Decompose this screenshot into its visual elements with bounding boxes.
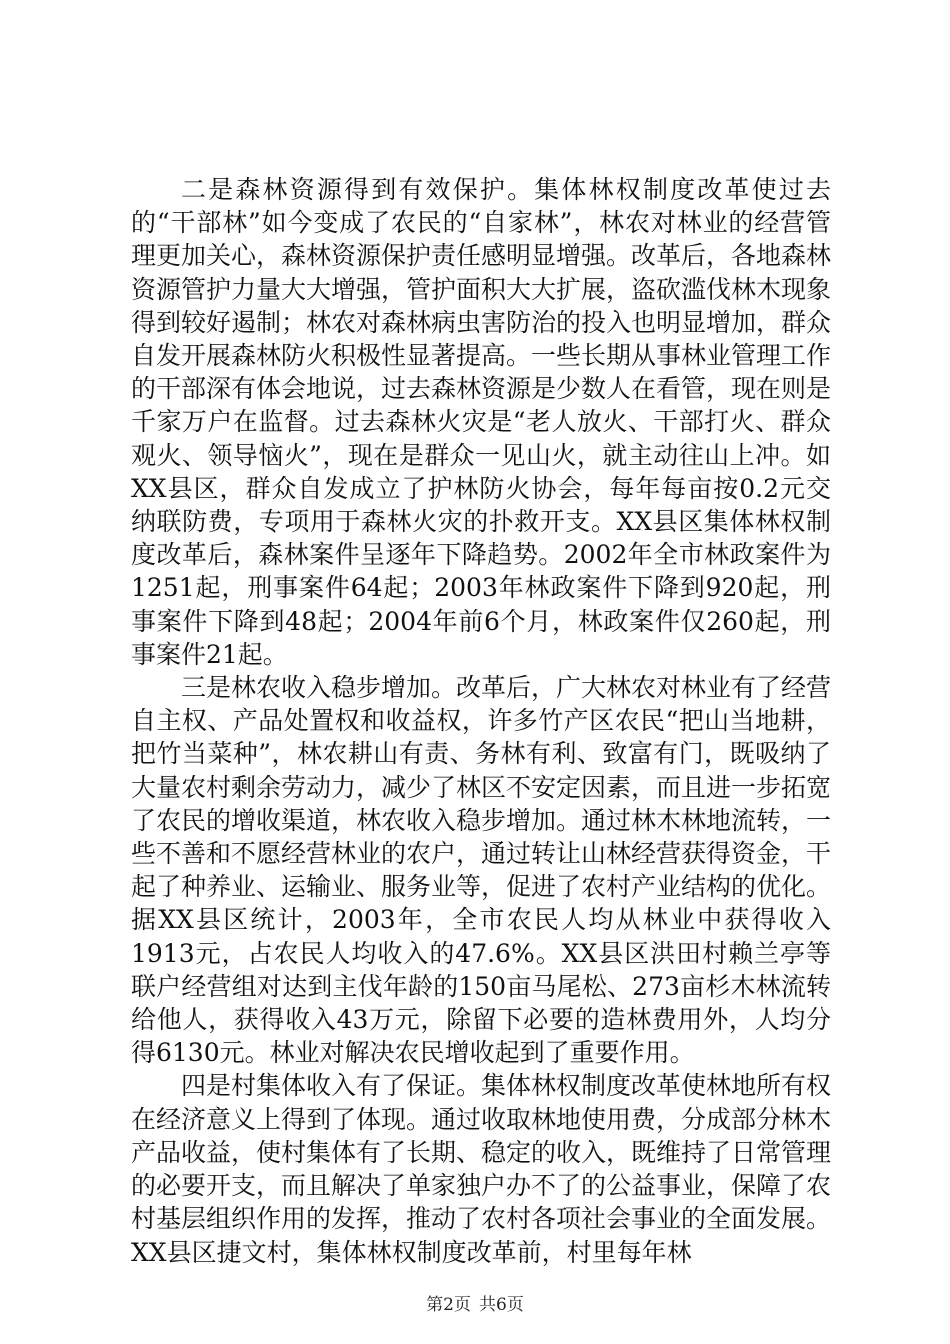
document-body (131, 173, 831, 1269)
paragraph-farmer-income: 三是林农收入稳步增加。改革后，广大林农对林业有了经营自主权、产品处置权和收益权，许多竹产区农民“把山当地耕，把竹当菜种”，林农耕山有责、务林有利、致富有门，既吸纳了大量农村剩余劳动力，减少了林区不安定因素，而且进一步拓宽了农民的增收渠道，林农收入稳步增加。通过林木林地流转，一些不善和不愿经营林业的农户，通过转让山林经营获得资金，干起了种养业、运输业、服务业等，促进了农村产业结构的优化。据XX县区统计，2003年，全市农民人均从林业中获得收入1913元，占农民人均收入的47.6%。XX县区洪田村赖兰亭等联户经营组对达到主伐年龄的150亩马尾松、273亩杉木林流转给他人，获得收入43万元，除留下必要的造林费用外，人均分得6130元。林业对解决农民增收起到了重要作用。 (131, 673, 832, 1068)
paragraph-forest-protection: 二是森林资源得到有效保护。集体林权制度改革使过去的“干部林”如今变成了农民的“自家林”，林农对林业的经营管理更加关心，森林资源保护责任感明显增强。改革后，各地森林资源管护力量大大增强，管护面积大大扩展，盗砍滥伐林木现象得到较好遏制；林农对森林病虫害防治的投入也明显增加，群众自发开展森林防火积极性显著提高。一些长期从事林业管理工作的干部深有体会地说，过去森林资源是少数人在看管，现在则是千家万户在监督。过去森林火灾是“老人放火、干部打火、群众观火、领导恼火”，现在是群众一见山火，就主动往山上冲。如XX县区，群众自发成立了护林防火协会，每年每亩按0.2元交纳联防费，专项用于森林火灾的扑救开支。XX县区集体林权制度改革后，森林案件呈逐年下降趋势。2002年全市林政案件为1251起，刑事案件64起；2003年林政案件下降到920起，刑事案件下降到48起；2004年前6个月，林政案件仅260起，刑事案件21起。 (131, 175, 832, 669)
paragraph-village-collective-income: 四是村集体收入有了保证。集体林权制度改革使林地所有权在经济意义上得到了体现。通过收取林地使用费，分成部分林木产品收益，使村集体有了长期、稳定的收入，既维持了日常管理的必要开支，而且解决了单家独户办不了的公益事业，保障了农村基层组织作用的发挥，推动了农村各项社会事业的全面发展。XX县区捷文村，集体林权制度改革前，村里每年林 (131, 1071, 832, 1267)
page-number: 第2页 (426, 1295, 471, 1315)
page-footer (0, 1290, 950, 1315)
page-total: 共6页 (479, 1295, 524, 1315)
